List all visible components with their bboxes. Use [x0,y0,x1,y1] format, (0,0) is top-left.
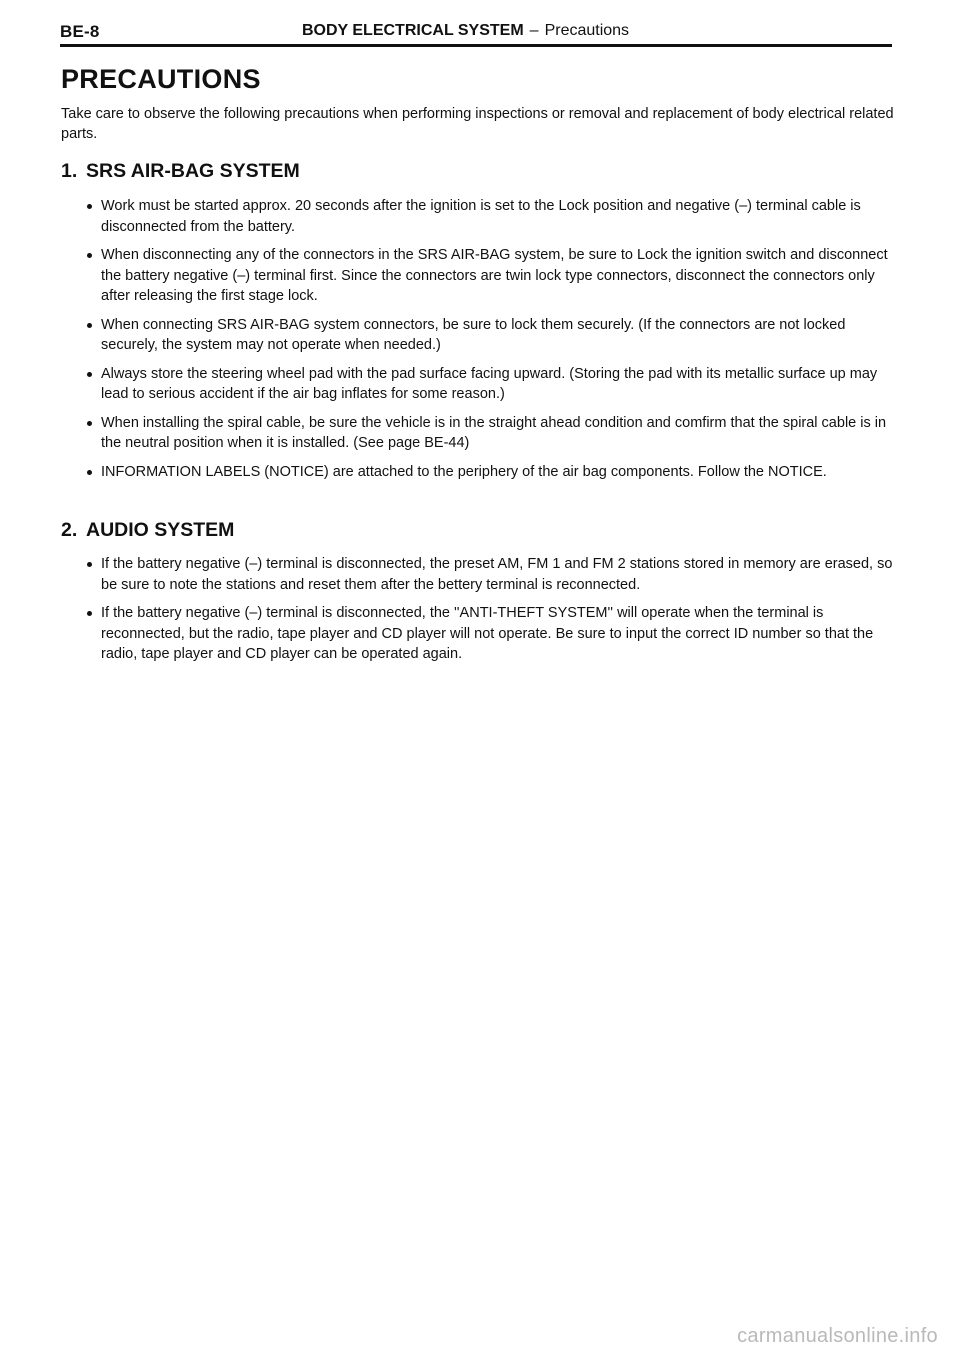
list-item-text: When installing the spiral cable, be sure the vehicle is in the straight ahead condition and comfirm that the spiral cable is in the neutral position when it is installed. (See page BE-44) [101,414,887,451]
bullet-icon [87,611,92,616]
watermark: carmanualsonline.info [737,1325,938,1347]
running-section-title [302,22,629,40]
bullet-icon [87,372,92,377]
section-heading-text: SRS AIR-BAG SYSTEM [86,160,300,182]
section-title-separator: – [529,22,539,39]
section-heading-srs-air-bag [61,160,300,183]
section-number: 2. [61,519,78,541]
list-item-text: If the battery negative (–) terminal is disconnected, the ''ANTI-THEFT SYSTEM'' will operate when the terminal is reconnected, but the radio, tape player and CD player will not operate. Be sure to input the correct ID number so that the radio, tape player and CD player can be operated again. [101,605,874,662]
list-item [101,462,896,483]
list-item [101,413,896,454]
list-item [101,603,896,665]
list-item [101,364,896,405]
bullet-icon [87,421,92,426]
section-number: 1. [61,160,78,182]
section-heading-audio-system [61,519,234,542]
audio-system-precautions-list [101,554,896,673]
page-header [60,20,890,44]
srs-air-bag-precautions-list [101,196,896,490]
list-item-text: INFORMATION LABELS (NOTICE) are attached to the periphery of the air bag components. Follow the NOTICE. [101,463,827,480]
list-item-text: When connecting SRS AIR-BAG system connectors, be sure to lock them securely. (If the connectors are not locked securely, the system may not operate when needed.) [101,316,846,353]
list-item [101,315,896,356]
header-rule [60,44,892,47]
list-item-text: Always store the steering wheel pad with the pad surface facing upward. (Storing the pad with its metallic surface up may lead to serious accident if the air bag inflates for some reason.) [101,365,878,402]
section-heading-text: AUDIO SYSTEM [86,519,235,541]
bullet-icon [87,323,92,328]
bullet-icon [87,470,92,475]
page-number: BE-8 [60,22,100,41]
page-title: PRECAUTIONS [61,64,261,94]
list-item [101,554,896,595]
bullet-icon [87,253,92,258]
section-subtitle: Precautions [544,22,630,39]
bullet-icon [87,204,92,209]
section-main-title: BODY ELECTRICAL SYSTEM [302,22,524,39]
list-item [101,245,896,307]
list-item-text: If the battery negative (–) terminal is disconnected, the preset AM, FM 1 and FM 2 stations stored in memory are erased, so be sure to note the stations and reset them after the bettery terminal is reconnected. [101,556,893,593]
list-item-text: When disconnecting any of the connectors in the SRS AIR-BAG system, be sure to Lock the ignition switch and disconnect the battery negative (–) terminal first. Since the connectors are twin lock type connectors, disconnect the connectors only after releasing the first stage lock. [101,247,888,304]
bullet-icon [87,562,92,567]
intro-paragraph: Take care to observe the following precautions when performing inspections or removal and replacement of body electrical related parts. [61,106,894,142]
list-item-text: Work must be started approx. 20 seconds after the ignition is set to the Lock position and negative (–) terminal cable is disconnected from the battery. [101,198,861,235]
list-item [101,196,896,237]
